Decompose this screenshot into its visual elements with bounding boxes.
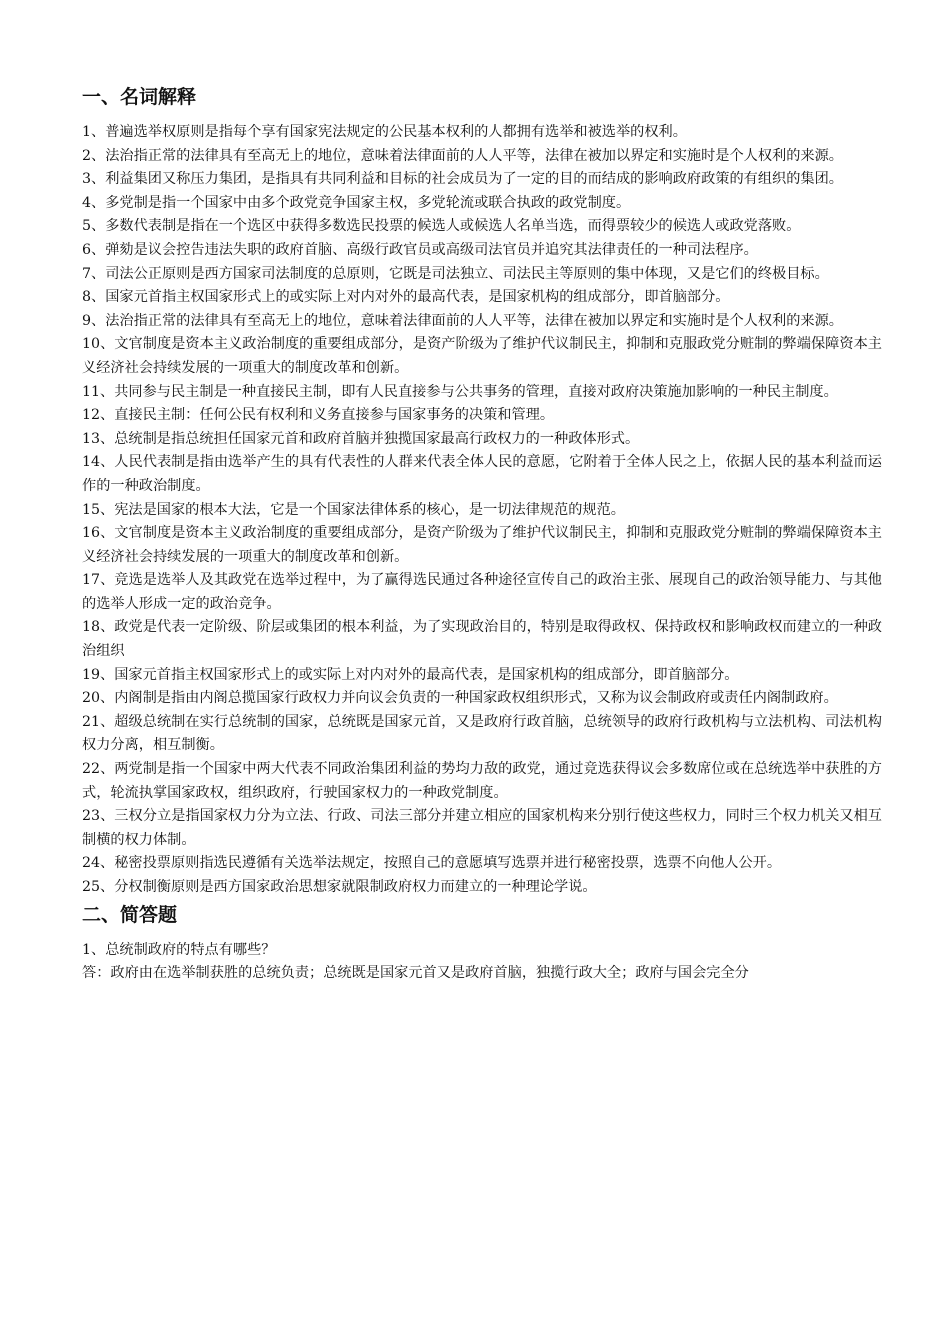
term-list: [82, 121, 882, 900]
term-item: 21、超级总统制在实行总统制的国家，总统既是国家元首，又是政府行政首脑，总统领导的政府行政机构与立法机构、司法机构权力分离，相互制衡。: [82, 713, 882, 754]
term-item: 4、多党制是指一个国家中由多个政党竞争国家主权，多党轮流或联合执政的政党制度。: [82, 194, 631, 211]
term-item: 20、内阁制是指由内阁总揽国家行政权力并向议会负责的一种国家政权组织形式，又称为议会制政府或责任内阁制政府。: [82, 690, 838, 707]
term-item: 7、司法公正原则是西方国家司法制度的总原则，它既是司法独立、司法民主等原则的集中体现，又是它们的终极目标。: [82, 265, 829, 282]
document-content: [82, 82, 882, 986]
term-item: 13、总统制是指总统担任国家元首和政府首脑并独揽国家最高行政权力的一种政体形式。: [82, 430, 640, 447]
term-item: 16、文官制度是资本主义政治制度的重要组成部分，是资产阶级为了维护代议制民主，抑制和克服政党分赃制的弊端保障资本主义经济社会持续发展的一项重大的制度改革和创新。: [82, 525, 882, 565]
term-item: 9、法治指正常的法律具有至高无上的地位，意味着法律面前的人人平等，法律在被加以界定和实施时是个人权利的来源。: [82, 312, 843, 329]
term-item: 17、竞选是选举人及其政党在选举过程中，为了赢得选民通过各种途径宣传自己的政治主张、展现自己的政治领导能力、与其他的选举人形成一定的政治竞争。: [82, 572, 882, 612]
section-title-terms: 一、名词解释: [82, 86, 197, 108]
short-answer-block: [82, 939, 882, 986]
term-item: 11、共同参与民主制是一种直接民主制，即有人民直接参与公共事务的管理，直接对政府决策施加影响的一种民主制度。: [82, 383, 838, 400]
term-item: 24、秘密投票原则指选民遵循有关选举法规定，按照自己的意愿填写选票并进行秘密投票，选票不向他人公开。: [82, 855, 782, 872]
question-text: 1、总统制政府的特点有哪些？: [82, 941, 276, 958]
term-item: 8、国家元首指主权国家形式上的或实际上对内对外的最高代表，是国家机构的组成部分，即首脑部分。: [82, 289, 730, 306]
section-title-short-answer: 二、简答题: [82, 903, 178, 926]
term-item: 18、政党是代表一定阶级、阶层或集团的根本利益，为了实现政治目的，特别是取得政权、保持政权和影响政权而建立的一种政治组织: [82, 619, 882, 660]
term-item: 15、宪法是国家的根本大法，它是一个国家法律体系的核心，是一切法律规范的规范。: [82, 501, 625, 518]
term-item: 2、法治指正常的法律具有至高无上的地位，意味着法律面前的人人平等，法律在被加以界定和实施时是个人权利的来源。: [82, 147, 843, 164]
term-item: 19、国家元首指主权国家形式上的或实际上对内对外的最高代表，是国家机构的组成部分，即首脑部分。: [82, 666, 739, 683]
term-item: 14、人民代表制是指由选举产生的具有代表性的人群来代表全体人民的意愿，它附着于全体人民之上，依据人民的基本利益而运作的一种政治制度。: [82, 454, 882, 494]
term-item: 1、普遍选举权原则是指每个享有国家宪法规定的公民基本权利的人都拥有选举和被选举的权利。: [82, 124, 687, 140]
term-item: 3、利益集团又称压力集团，是指具有共同利益和目标的社会成员为了一定的目的而结成的影响政府政策的有组织的集团。: [82, 171, 843, 188]
answer-text: 答：政府由在选举制获胜的总统负责；总统既是国家元首又是政府首脑，独揽行政大全；政府与国会完全分: [82, 965, 749, 982]
term-item: 25、分权制衡原则是西方国家政治思想家就限制政府权力而建立的一种理论学说。: [82, 879, 597, 895]
term-item: 5、多数代表制是指在一个选区中获得多数选民投票的候选人或候选人名单当选，而得票较少的候选人或政党落败。: [82, 218, 801, 235]
term-item: 23、三权分立是指国家权力分为立法、行政、司法三部分并建立相应的国家机构来分别行使这些权力，同时三个权力机关又相互制横的权力体制。: [82, 808, 882, 848]
term-item: 22、两党制是指一个国家中两大代表不同政治集团利益的势均力敌的政党，通过竞选获得议会多数席位或在总统选举中获胜的方式，轮流执掌国家政权，组织政府，行驶国家权力的一种政党制度。: [82, 761, 882, 801]
term-item: 6、弹劾是议会控告违法失职的政府首脑、高级行政官员或高级司法官员并追究其法律责任的一种司法程序。: [82, 241, 758, 258]
term-item: 10、文官制度是资本主义政治制度的重要组成部分，是资产阶级为了维护代议制民主，抑制和克服政党分赃制的弊端保障资本主义经济社会持续发展的一项重大的制度改革和创新。: [82, 336, 882, 376]
term-item: 12、直接民主制：任何公民有权利和义务直接参与国家事务的决策和管理。: [82, 407, 555, 424]
